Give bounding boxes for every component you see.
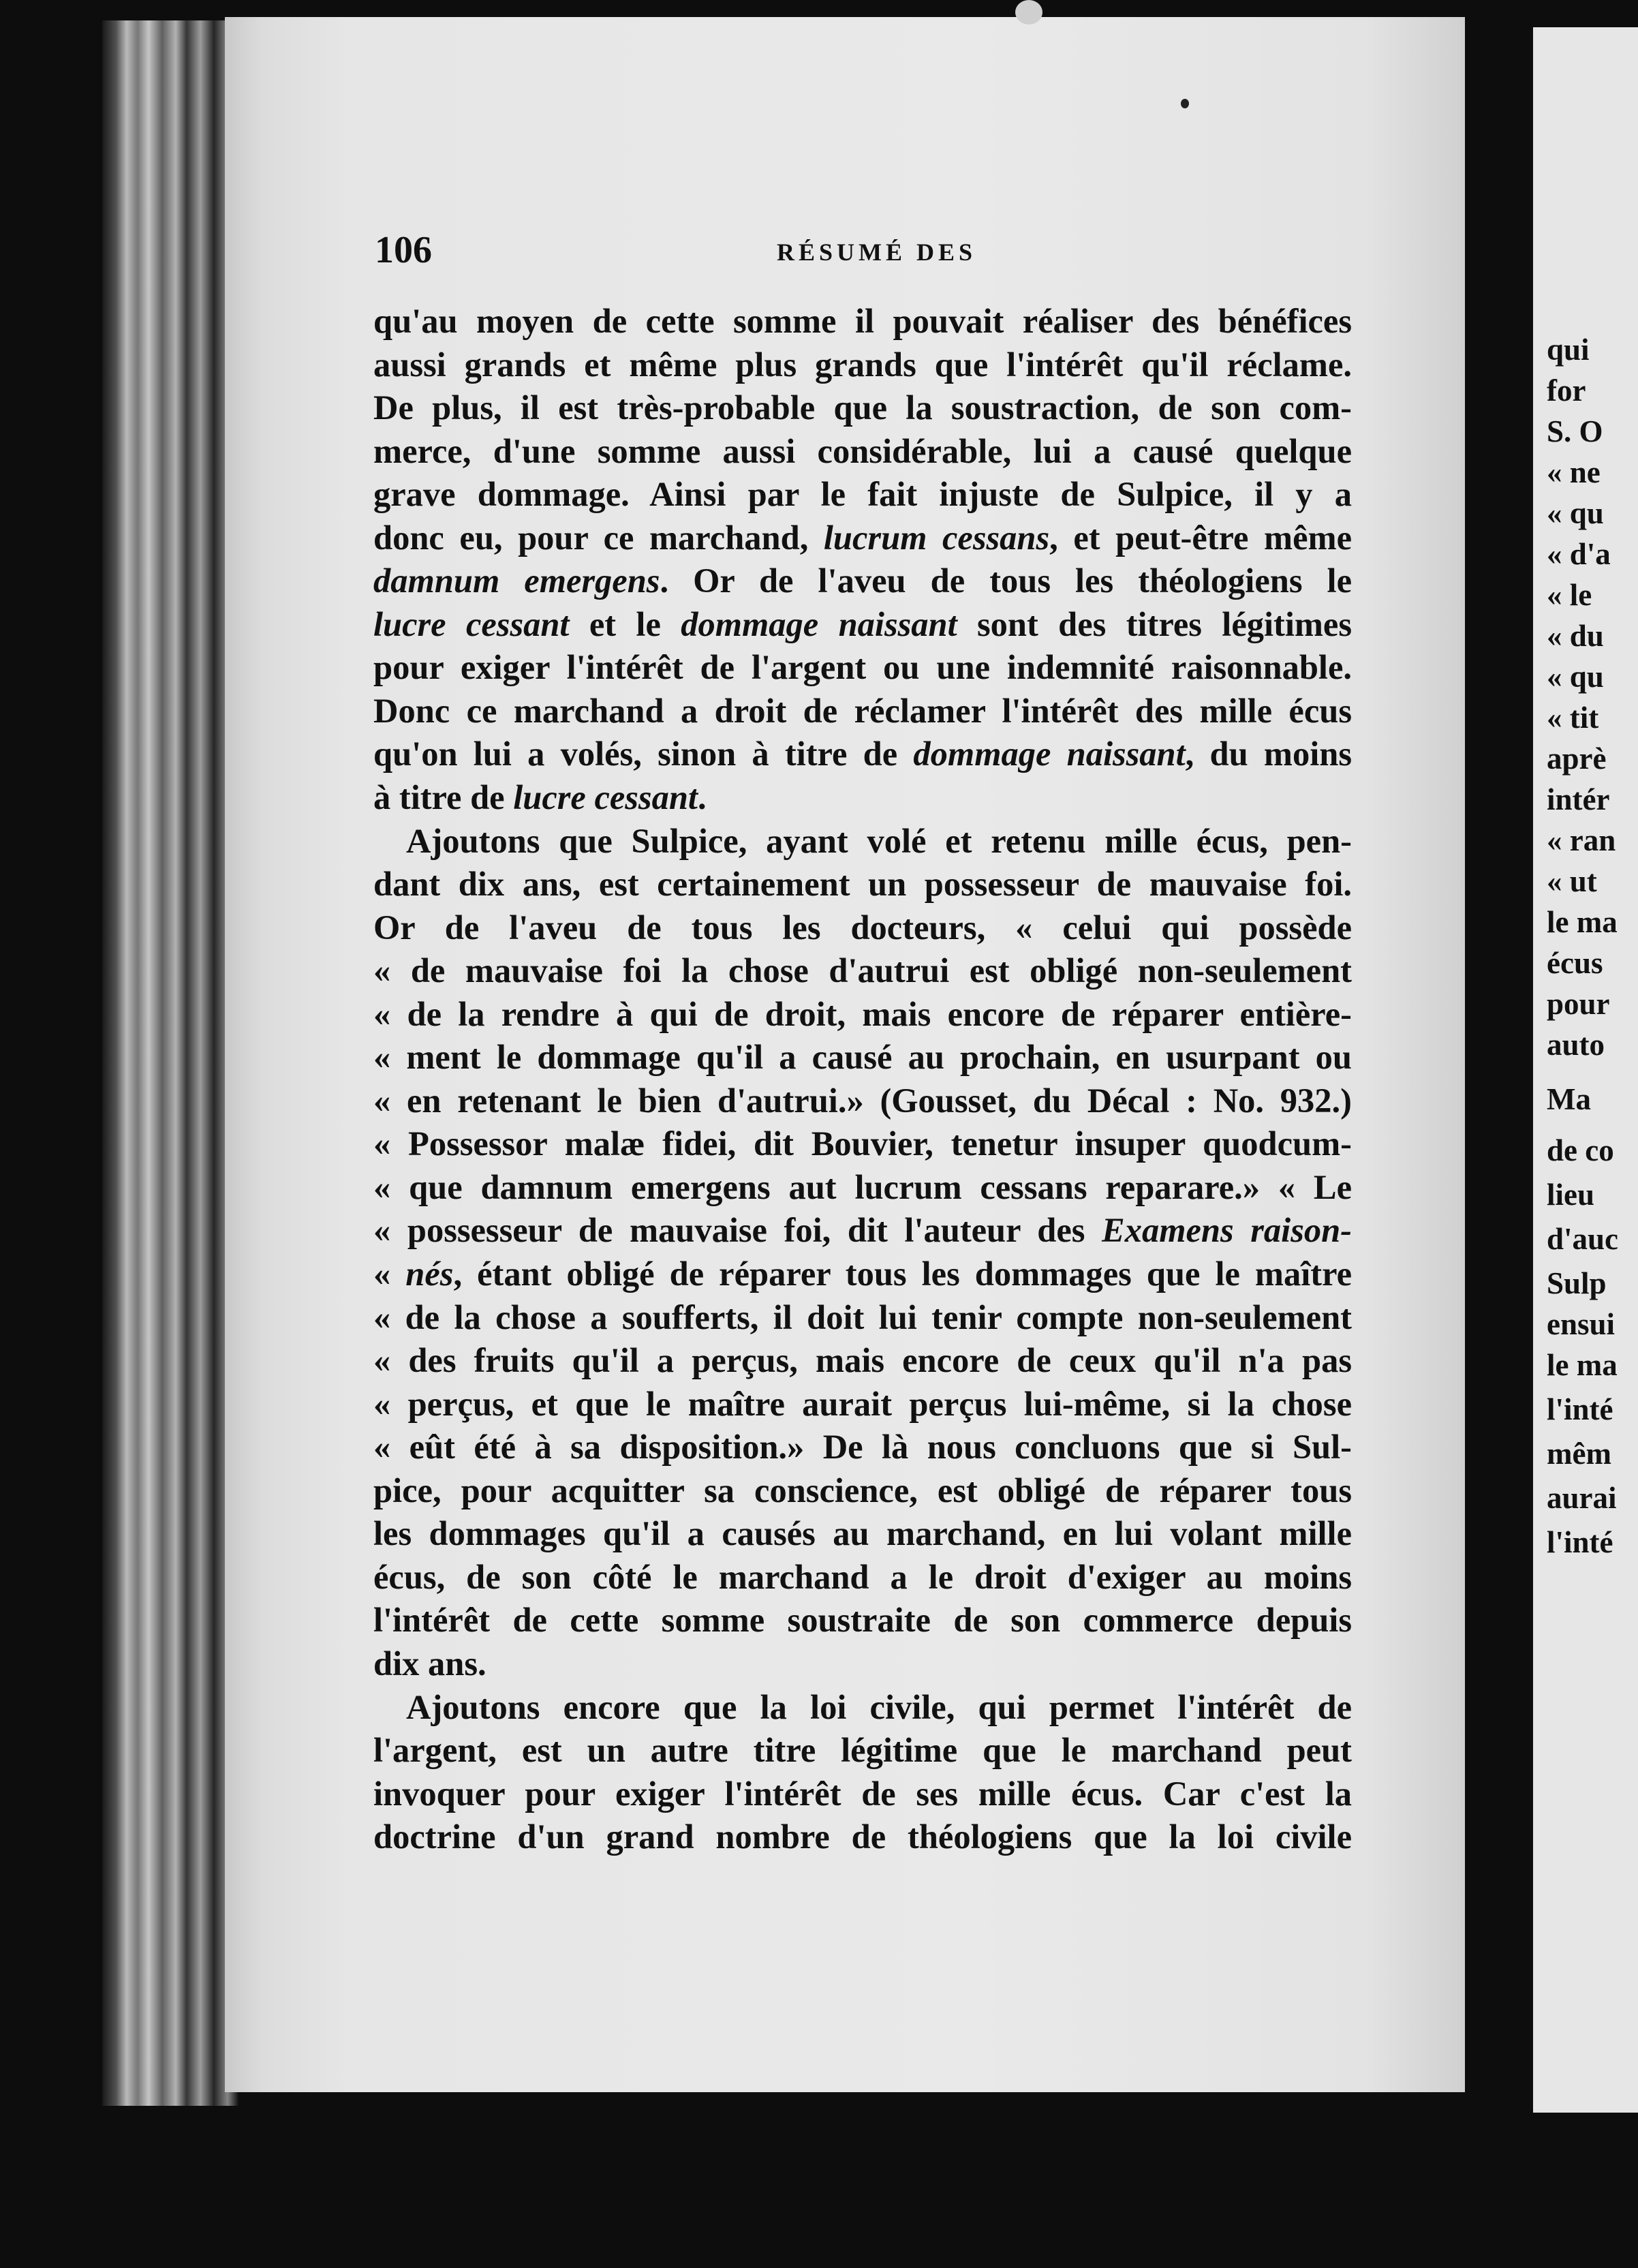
adjacent-page-text: de co	[1547, 1133, 1614, 1167]
text-line: qu'on lui a volés, sinon à titre de dommage naissant, du moins	[373, 735, 1353, 773]
adjacent-page-text: « d'a	[1547, 537, 1611, 571]
text-line: doctrine d'un grand nombre de théologiens que la loi civile	[373, 1818, 1352, 1856]
text-line: « de mauvaise foi la chose d'autrui est obligé non-seulement	[373, 951, 1352, 990]
text-line: merce, d'une somme aussi considérable, lui a causé quelque	[373, 431, 1352, 470]
text-line: « nés, étant obligé de réparer tous les dommages que le maître	[373, 1255, 1353, 1293]
adjacent-page-text: pour	[1547, 987, 1610, 1021]
book-binding-edge	[102, 20, 238, 2106]
text-line: « possesseur de mauvaise foi, dit l'auteur des Examens raison-	[373, 1211, 1352, 1250]
text-line: l'intérêt de cette somme soustraite de son commerce depuis	[373, 1601, 1352, 1640]
adjacent-page-text: l'inté	[1547, 1525, 1613, 1559]
adjacent-page-text: lieu	[1547, 1178, 1595, 1212]
text-line: les dommages qu'il a causés au marchand, en lui volant mille	[373, 1514, 1352, 1553]
adjacent-page-text: l'inté	[1547, 1392, 1613, 1426]
text-line: « que damnum emergens aut lucrum cessans reparare.» « Le	[373, 1167, 1352, 1206]
text-line: écus, de son côté le marchand a le droit d'exiger au moins	[373, 1557, 1352, 1596]
adjacent-page-text: S. O	[1547, 414, 1603, 448]
adjacent-page-text: auto	[1547, 1028, 1605, 1062]
adjacent-page-text: aurai	[1547, 1481, 1617, 1515]
adjacent-page-text: « ne	[1547, 455, 1601, 489]
adjacent-page-text: Ma	[1547, 1082, 1591, 1116]
adjacent-page-text: aprè	[1547, 741, 1607, 776]
text-line: Or de l'aveu de tous les docteurs, « celui qui possède	[373, 908, 1352, 947]
page-header	[375, 228, 1349, 276]
text-line: donc eu, pour ce marchand, lucrum cessans, et peut-être même	[373, 518, 1352, 557]
adjacent-page-text: « qu	[1547, 496, 1604, 530]
adjacent-page-fragment	[1533, 27, 1638, 2113]
running-title: RÉSUMÉ DES	[777, 239, 977, 266]
text-line: « eût été à sa disposition.» De là nous concluons que si Sul-	[373, 1428, 1352, 1467]
text-line: « des fruits qu'il a perçus, mais encore de ceux qu'il n'a pas	[373, 1341, 1352, 1380]
text-line: « de la chose a soufferts, il doit lui tenir compte non-seulement	[373, 1298, 1352, 1336]
text-line: « de la rendre à qui de droit, mais encore de réparer entière-	[373, 994, 1352, 1033]
adjacent-page-text: « ut	[1547, 864, 1597, 898]
text-line: aussi grands et même plus grands que l'intérêt qu'il réclame.	[373, 345, 1352, 384]
adjacent-page-text: « le	[1547, 578, 1592, 612]
text-line: pour exiger l'intérêt de l'argent ou une indemnité raisonnable.	[373, 648, 1352, 687]
adjacent-page-text: le ma	[1547, 905, 1618, 939]
text-line: « ment le dommage qu'il a causé au prochain, en usurpant ou	[373, 1038, 1352, 1077]
adjacent-page-text: ensui	[1547, 1307, 1616, 1341]
adjacent-page-text: « du	[1547, 619, 1604, 653]
text-line: « Possessor malæ fidei, dit Bouvier, tenetur insuper quodcum-	[373, 1124, 1352, 1163]
adjacent-page-text: « tit	[1547, 701, 1599, 735]
text-line: dant dix ans, est certainement un possesseur de mauvaise foi.	[373, 865, 1352, 904]
adjacent-page-text: Sulp	[1547, 1266, 1607, 1300]
adjacent-page-text: « ran	[1547, 823, 1616, 857]
adjacent-page-text: « qu	[1547, 660, 1604, 694]
scan-speck	[1181, 99, 1189, 108]
text-line: pice, pour acquitter sa conscience, est obligé de réparer tous	[373, 1471, 1352, 1510]
adjacent-page-text: le ma	[1547, 1348, 1618, 1382]
adjacent-page-text: intér	[1547, 782, 1610, 816]
text-line: damnum emergens. Or de l'aveu de tous les théologiens le	[373, 562, 1352, 600]
page-body-text	[373, 300, 1352, 1859]
text-line: Ajoutons encore que la loi civile, qui permet l'intérêt de	[406, 1687, 1352, 1726]
text-line: grave dommage. Ainsi par le fait injuste de Sulpice, il y a	[373, 475, 1352, 514]
text-line: Donc ce marchand a droit de réclamer l'intérêt des mille écus	[373, 691, 1352, 730]
adjacent-page-text: mêm	[1547, 1437, 1611, 1471]
text-line: lucre cessant et le dommage naissant sont des titres légitimes	[373, 604, 1352, 643]
text-line: à titre de lucre cessant.	[373, 778, 707, 817]
adjacent-page-text: for	[1547, 373, 1586, 408]
text-line: dix ans.	[373, 1644, 486, 1683]
page-number: 106	[375, 229, 432, 271]
text-line: « perçus, et que le maître aurait perçus lui-même, si la chose	[373, 1384, 1352, 1423]
scan-speck	[1015, 0, 1042, 25]
text-line: « en retenant le bien d'autrui.» (Gousset, du Décal : No. 932.)	[373, 1081, 1352, 1120]
adjacent-page-text: écus	[1547, 946, 1603, 980]
text-line: invoquer pour exiger l'intérêt de ses mille écus. Car c'est la	[373, 1774, 1352, 1813]
text-line: Ajoutons que Sulpice, ayant volé et retenu mille écus, pen-	[406, 821, 1352, 860]
adjacent-page-text: qui	[1547, 333, 1590, 367]
text-line: qu'au moyen de cette somme il pouvait réaliser des bénéfices	[373, 302, 1352, 340]
text-line: l'argent, est un autre titre légitime que le marchand peut	[373, 1731, 1352, 1770]
adjacent-page-text: d'auc	[1547, 1222, 1619, 1256]
text-line: De plus, il est très-probable que la soustraction, de son com-	[373, 388, 1352, 427]
